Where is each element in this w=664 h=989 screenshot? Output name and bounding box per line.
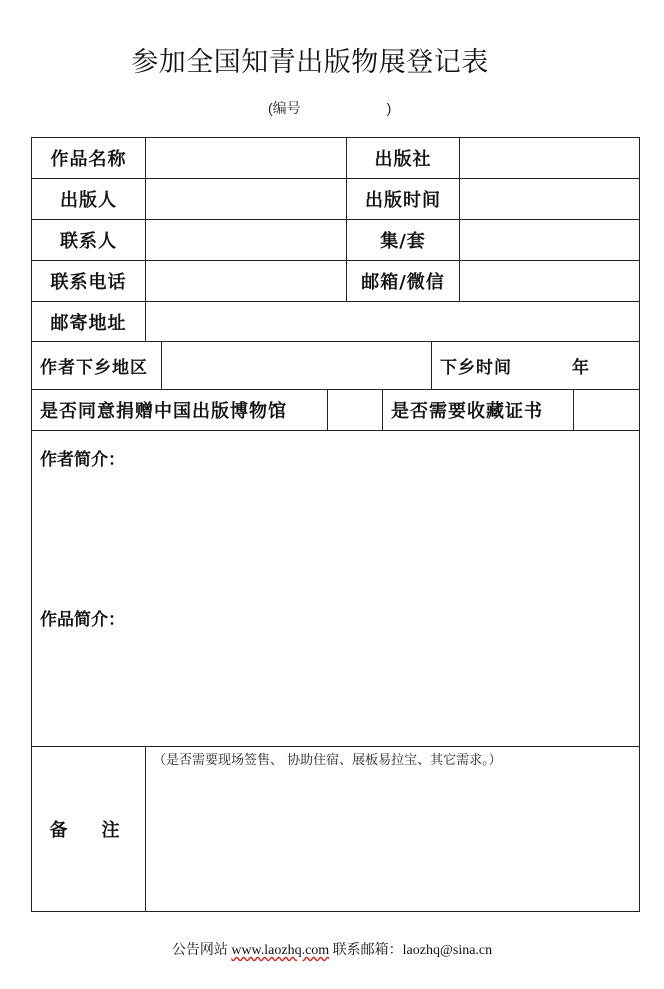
- label-volume-set: 集/套: [346, 220, 459, 260]
- row-remarks: [32, 747, 639, 911]
- footer: [0, 939, 664, 959]
- serial-number-label: [268, 98, 391, 118]
- label-donate-consent: 是否同意捐赠中国出版博物馆: [40, 401, 287, 422]
- row-publisher-person: [32, 179, 639, 220]
- field-mailing-address[interactable]: [145, 302, 639, 341]
- field-email-wechat[interactable]: [459, 261, 639, 301]
- form-title: 参加全国知青出版物展登记表: [131, 47, 489, 78]
- remarks-hint: （是否需要现场签售、 协助住宿、展板易拉宝、其它需求。）: [153, 753, 502, 768]
- label-publisher-person: 出版人: [60, 190, 117, 211]
- label-work-intro: 作品简介：: [40, 610, 125, 630]
- label-mailing-address: 邮寄地址: [50, 312, 127, 334]
- label-contact-person: 联系人: [60, 231, 117, 252]
- field-contact-person[interactable]: [145, 220, 346, 260]
- label-year: 年: [572, 358, 590, 378]
- label-author-intro: 作者简介：: [40, 450, 125, 470]
- label-work-title: 作品名称: [50, 149, 127, 170]
- field-need-certificate[interactable]: [573, 390, 639, 430]
- row-contact: [32, 220, 639, 261]
- row-work-title: [32, 138, 639, 179]
- field-phone[interactable]: [145, 261, 346, 301]
- label-publisher: 出版社: [346, 138, 459, 178]
- label-rural-time: 下乡时间: [440, 358, 512, 378]
- row-mailing-address: [32, 302, 639, 342]
- field-publisher-person[interactable]: [145, 179, 346, 219]
- field-donate-consent[interactable]: [327, 390, 382, 430]
- footer-website-link[interactable]: www.laozhq.com: [231, 943, 330, 958]
- label-phone: 联系电话: [50, 272, 127, 293]
- field-rural-area[interactable]: [161, 342, 431, 389]
- row-phone: [32, 261, 639, 302]
- field-publish-date[interactable]: [459, 179, 639, 219]
- field-publisher[interactable]: [459, 138, 639, 178]
- serial-number-open: (编号: [268, 100, 301, 116]
- field-volume-set[interactable]: [459, 220, 639, 260]
- label-rural-area: 作者下乡地区: [40, 358, 148, 378]
- row-donation: [32, 390, 639, 431]
- field-remarks[interactable]: [145, 747, 640, 911]
- intro-section[interactable]: [32, 431, 639, 747]
- footer-prefix: 公告网站: [171, 943, 232, 958]
- label-need-certificate: 是否需要收藏证书: [382, 390, 573, 430]
- label-email-wechat: 邮箱/微信: [346, 261, 459, 301]
- row-rural-area: [32, 342, 639, 390]
- serial-number-close: ): [386, 100, 392, 116]
- field-work-title[interactable]: [145, 138, 346, 178]
- footer-contact: 联系邮箱：laozhq@sina.cn: [329, 943, 493, 958]
- rural-time-cell[interactable]: [431, 342, 639, 389]
- label-publish-date: 出版时间: [346, 179, 459, 219]
- registration-table: [31, 137, 640, 912]
- label-remarks: 备 注: [49, 820, 128, 841]
